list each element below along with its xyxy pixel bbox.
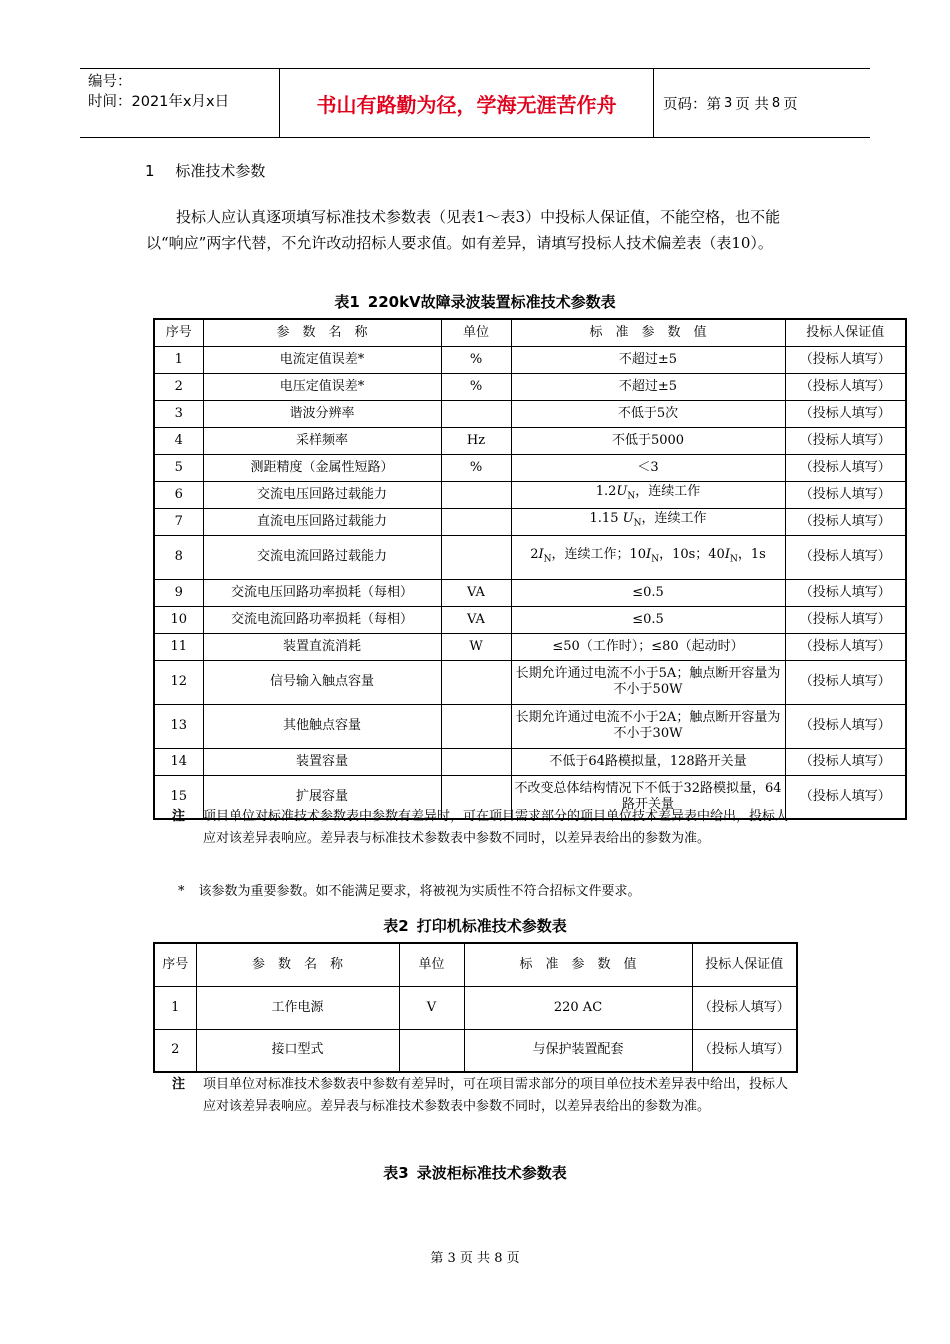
bidder-value: （投标人填写） <box>785 373 906 400</box>
param-name: 交流电压回路功率损耗（每相） <box>203 579 441 606</box>
bidder-value: （投标人填写） <box>692 986 797 1029</box>
note-label: 注 <box>172 809 186 824</box>
param-unit <box>441 481 511 508</box>
star-text: 该参数为重要参数。如不能满足要求，将被视为实质性不符合招标文件要求。 <box>198 884 641 899</box>
param-name: 工作电源 <box>196 986 399 1029</box>
row-number: 14 <box>154 748 203 775</box>
row-number: 4 <box>154 427 203 454</box>
param-name: 装置直流消耗 <box>203 633 441 660</box>
param-name: 接口型式 <box>196 1029 399 1072</box>
param-unit: VA <box>441 579 511 606</box>
param-unit <box>441 660 511 704</box>
bidder-value: （投标人填写） <box>785 606 906 633</box>
table3-caption-number: 表3 <box>383 1164 409 1182</box>
param-unit: V <box>399 986 464 1029</box>
table2-header-row <box>154 943 797 986</box>
table-row <box>154 481 906 508</box>
bidder-value: （投标人填写） <box>692 1029 797 1072</box>
param-value: 不改变总体结构情况下不低于32路模拟量，64路开关量 <box>511 775 785 819</box>
param-value: $2I_N$，连续工作；$10I_N$，10s；$40I_N$，1s <box>511 535 785 579</box>
table-row <box>154 373 906 400</box>
row-number: 8 <box>154 535 203 579</box>
bidder-value: （投标人填写） <box>785 633 906 660</box>
bidder-value: （投标人填写） <box>785 748 906 775</box>
header-no: 序号 <box>154 943 196 986</box>
table1-header-row <box>154 319 906 346</box>
row-number: 9 <box>154 579 203 606</box>
table-row <box>154 579 906 606</box>
footer-total: 8 <box>494 1251 503 1266</box>
param-name: 交流电流回路功率损耗（每相） <box>203 606 441 633</box>
footer-prefix: 第 <box>430 1251 444 1266</box>
row-number: 2 <box>154 373 203 400</box>
table-row <box>154 427 906 454</box>
row-number: 1 <box>154 346 203 373</box>
param-value: ≤50（工作时）；≤80（起动时） <box>511 633 785 660</box>
table2 <box>153 942 798 1073</box>
bidder-value: （投标人填写） <box>785 346 906 373</box>
param-value: ≤0.5 <box>511 606 785 633</box>
param-name: 交流电压回路过载能力 <box>203 481 441 508</box>
row-number: 15 <box>154 775 203 819</box>
footer-mid: 页 共 <box>459 1251 491 1266</box>
param-name: 测距精度（金属性短路） <box>203 454 441 481</box>
table-row <box>154 606 906 633</box>
param-value: $1.2U_N$，连续工作 <box>511 481 785 508</box>
header-page-number <box>653 69 870 137</box>
header-motto: 书山有路勤为径，学海无涯苦作舟 <box>280 69 654 137</box>
param-name: 谐波分辨率 <box>203 400 441 427</box>
bidder-value: （投标人填写） <box>785 481 906 508</box>
param-value: ＜3 <box>511 454 785 481</box>
row-number: 3 <box>154 400 203 427</box>
param-unit <box>441 704 511 748</box>
row-number: 11 <box>154 633 203 660</box>
table2-caption-title: 打印机标准技术参数表 <box>416 917 567 935</box>
header-bid: 投标人保证值 <box>692 943 797 986</box>
row-number: 12 <box>154 660 203 704</box>
row-number: 5 <box>154 454 203 481</box>
param-value: 不低于5次 <box>511 400 785 427</box>
table-row <box>154 704 906 748</box>
note-label: 注 <box>172 1077 186 1092</box>
param-value: 与保护装置配套 <box>464 1029 692 1072</box>
section-number: 1 <box>145 162 155 180</box>
param-value: 1.15 $U_N$，连续工作 <box>511 508 785 535</box>
table-row <box>154 508 906 535</box>
header-value: 标 准 参 数 值 <box>464 943 692 986</box>
page-header <box>80 68 870 138</box>
document-date: 时间：2021年x月x日 <box>88 94 230 110</box>
table-row <box>154 454 906 481</box>
param-name: 扩展容量 <box>203 775 441 819</box>
bidder-value: （投标人填写） <box>785 427 906 454</box>
header-name: 参 数 名 称 <box>196 943 399 986</box>
param-unit <box>441 748 511 775</box>
table1-note <box>172 806 792 850</box>
header-no: 序号 <box>154 319 203 346</box>
bidder-value: （投标人填写） <box>785 454 906 481</box>
footer-current: 3 <box>447 1251 456 1266</box>
table1-body <box>154 346 906 819</box>
important-note <box>178 880 641 899</box>
param-name: 电压定值误差* <box>203 373 441 400</box>
param-unit: VA <box>441 606 511 633</box>
table1-caption-title: 220kV故障录波装置标准技术参数表 <box>367 293 616 311</box>
param-unit: % <box>441 373 511 400</box>
table3-caption <box>0 1162 950 1183</box>
table-row <box>154 1029 797 1072</box>
bidder-value: （投标人填写） <box>785 535 906 579</box>
row-number: 1 <box>154 986 196 1029</box>
table-row <box>154 535 906 579</box>
header-unit: 单位 <box>399 943 464 986</box>
row-number: 13 <box>154 704 203 748</box>
table2-note <box>172 1074 792 1118</box>
param-unit: Hz <box>441 427 511 454</box>
param-name: 采样频率 <box>203 427 441 454</box>
table-row <box>154 660 906 704</box>
footer-suffix: 页 <box>506 1251 520 1266</box>
param-unit: % <box>441 346 511 373</box>
param-value: 不超过±5 <box>511 373 785 400</box>
table-row <box>154 346 906 373</box>
bidder-value: （投标人填写） <box>785 579 906 606</box>
intro-paragraph <box>146 204 814 256</box>
row-number: 10 <box>154 606 203 633</box>
param-unit <box>399 1029 464 1072</box>
note-text: 项目单位对标准技术参数表中参数有差异时，可在项目需求部分的项目单位技术差异表中给出，投标人应对该差异表响应。差异表与标准技术参数表中参数不同时，以差异表给出的参数为准。 <box>203 809 789 846</box>
param-unit <box>441 508 511 535</box>
row-number: 6 <box>154 481 203 508</box>
param-unit: W <box>441 633 511 660</box>
table-row <box>154 633 906 660</box>
param-value: 不低于5000 <box>511 427 785 454</box>
param-name: 电流定值误差* <box>203 346 441 373</box>
bidder-value: （投标人填写） <box>785 775 906 819</box>
row-number: 7 <box>154 508 203 535</box>
star-mark: * <box>178 884 185 899</box>
param-value: 不低于64路模拟量，128路开关量 <box>511 748 785 775</box>
table1 <box>153 318 907 820</box>
param-name: 直流电压回路过载能力 <box>203 508 441 535</box>
table2-caption-number: 表2 <box>383 917 409 935</box>
page-mid: 页 共 <box>735 96 769 113</box>
table2-body <box>154 986 797 1072</box>
page-total: 8 <box>771 95 781 111</box>
header-name: 参 数 名 称 <box>203 319 441 346</box>
param-value: 不超过±5 <box>511 346 785 373</box>
header-meta <box>80 69 280 137</box>
param-value: 长期允许通过电流不小于2A；触点断开容量为不小于30W <box>511 704 785 748</box>
bidder-value: （投标人填写） <box>785 704 906 748</box>
table-row <box>154 400 906 427</box>
page-footer <box>0 1247 950 1266</box>
table-row <box>154 748 906 775</box>
table-row <box>154 986 797 1029</box>
param-value: ≤0.5 <box>511 579 785 606</box>
document-number-label: 编号： <box>88 74 132 90</box>
header-unit: 单位 <box>441 319 511 346</box>
header-value: 标 准 参 数 值 <box>511 319 785 346</box>
param-unit <box>441 535 511 579</box>
table3-caption-title: 录波柜标准技术参数表 <box>416 1164 567 1182</box>
param-name: 装置容量 <box>203 748 441 775</box>
intro-text: 投标人应认真逐项填写标准技术参数表（见表1～表3）中投标人保证值，不能空格，也不能以“响应”两字代替，不允许改动招标人要求值。如有差异，请填写投标人技术偏差表（表10）。 <box>146 208 781 252</box>
param-name: 信号输入触点容量 <box>203 660 441 704</box>
param-unit <box>441 400 511 427</box>
param-unit: % <box>441 454 511 481</box>
row-number: 2 <box>154 1029 196 1072</box>
note-text: 项目单位对标准技术参数表中参数有差异时，可在项目需求部分的项目单位技术差异表中给出，投标人应对该差异表响应。差异表与标准技术参数表中参数不同时，以差异表给出的参数为准。 <box>203 1077 789 1114</box>
header-bid: 投标人保证值 <box>785 319 906 346</box>
param-name: 交流电流回路过载能力 <box>203 535 441 579</box>
section-heading <box>145 160 265 181</box>
page-prefix: 页码：第 <box>663 96 721 113</box>
table2-caption <box>0 915 950 936</box>
page-suffix: 页 <box>783 96 798 113</box>
table1-caption-number: 表1 <box>334 293 360 311</box>
section-title: 标准技术参数 <box>175 162 266 180</box>
param-value: 长期允许通过电流不小于5A；触点断开容量为不小于50W <box>511 660 785 704</box>
param-value: 220 AC <box>464 986 692 1029</box>
table1-caption <box>0 291 950 312</box>
param-name: 其他触点容量 <box>203 704 441 748</box>
page-current: 3 <box>724 95 733 111</box>
bidder-value: （投标人填写） <box>785 660 906 704</box>
bidder-value: （投标人填写） <box>785 508 906 535</box>
bidder-value: （投标人填写） <box>785 400 906 427</box>
